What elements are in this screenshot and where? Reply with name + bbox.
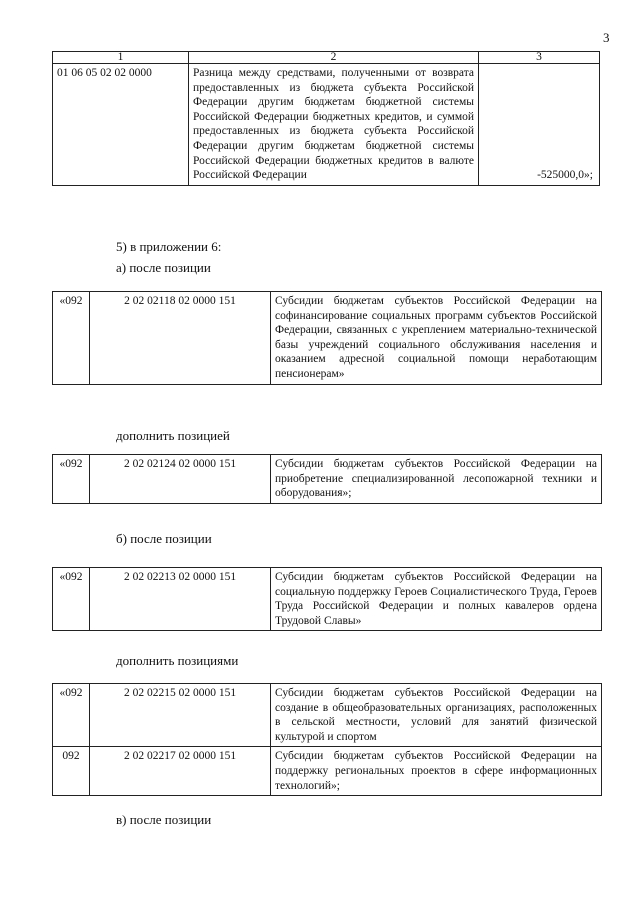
column-header: 1 bbox=[53, 52, 189, 64]
paragraph-add-position: дополнить позицией bbox=[116, 428, 230, 443]
revenue-code-cell: 2 02 02217 02 0000 151 bbox=[90, 747, 271, 796]
revenue-code-cell: 2 02 02213 02 0000 151 bbox=[90, 568, 271, 631]
description-cell: Субсидии бюджетам субъектов Российской Федерации на софинансирование социальных программ субъектов Российской Федерации, связанных с укреплением материально-технической базы учреждений социального обслуживания населения и оказанием адресной социальной помощи неработающим пенсионерам» bbox=[271, 292, 602, 385]
paragraph-add-positions: дополнить позициями bbox=[116, 653, 239, 668]
revenue-code-cell: 2 02 02215 02 0000 151 bbox=[90, 684, 271, 747]
admin-code-cell: «092 bbox=[53, 568, 90, 631]
table-row bbox=[53, 455, 602, 504]
revenue-table bbox=[52, 454, 602, 504]
table-row bbox=[53, 747, 602, 796]
admin-code-cell: 092 bbox=[53, 747, 90, 796]
column-header: 3 bbox=[479, 52, 600, 64]
code-cell: 01 06 05 02 02 0000 bbox=[53, 64, 189, 186]
admin-code-cell: «092 bbox=[53, 292, 90, 385]
page-number: 3 bbox=[603, 30, 610, 45]
revenue-table bbox=[52, 567, 602, 631]
paragraph-a-after-position: а) после позиции bbox=[116, 260, 211, 275]
description-cell: Субсидии бюджетам субъектов Российской Федерации на социальную поддержку Героев Социалистического Труда, Героев Труда Российской Федерации и полных кавалеров ордена Трудовой Славы» bbox=[271, 568, 602, 631]
revenue-code-cell: 2 02 02124 02 0000 151 bbox=[90, 455, 271, 504]
description-cell: Субсидии бюджетам субъектов Российской Федерации на создание в общеобразовательных организациях, расположенных в сельской местности, условий для занятий физической культурой и спортом bbox=[271, 684, 602, 747]
admin-code-cell: «092 bbox=[53, 455, 90, 504]
table-row bbox=[53, 292, 602, 385]
revenue-code-cell: 2 02 02118 02 0000 151 bbox=[90, 292, 271, 385]
table-header-row bbox=[53, 52, 600, 64]
sources-table bbox=[52, 51, 600, 186]
amount-cell: -525000,0»; bbox=[479, 64, 600, 186]
description-cell: Субсидии бюджетам субъектов Российской Федерации на приобретение специализированной лесопожарной техники и оборудования»; bbox=[271, 455, 602, 504]
column-header: 2 bbox=[189, 52, 479, 64]
description-cell: Субсидии бюджетам субъектов Российской Федерации на поддержку региональных проектов в сфере информационных технологий»; bbox=[271, 747, 602, 796]
table-row bbox=[53, 684, 602, 747]
paragraph-appendix-6: 5) в приложении 6: bbox=[116, 239, 222, 254]
admin-code-cell: «092 bbox=[53, 684, 90, 747]
description-cell: Разница между средствами, полученными от возврата предоставленных из бюджета субъекта Российской Федерации другим бюджетам бюджетной системы Российской Федерации бюджетных кредитов, и суммой предоставленных из бюджета субъекта Российской Федерации другим бюджетам бюджетной системы Российской Федерации бюджетных кредитов в валюте Российской Федерации bbox=[189, 64, 479, 186]
revenue-table bbox=[52, 291, 602, 385]
revenue-table bbox=[52, 683, 602, 796]
paragraph-b-after-position: б) после позиции bbox=[116, 531, 212, 546]
table-row bbox=[53, 568, 602, 631]
table-row bbox=[53, 64, 600, 186]
paragraph-v-after-position: в) после позиции bbox=[116, 812, 212, 827]
